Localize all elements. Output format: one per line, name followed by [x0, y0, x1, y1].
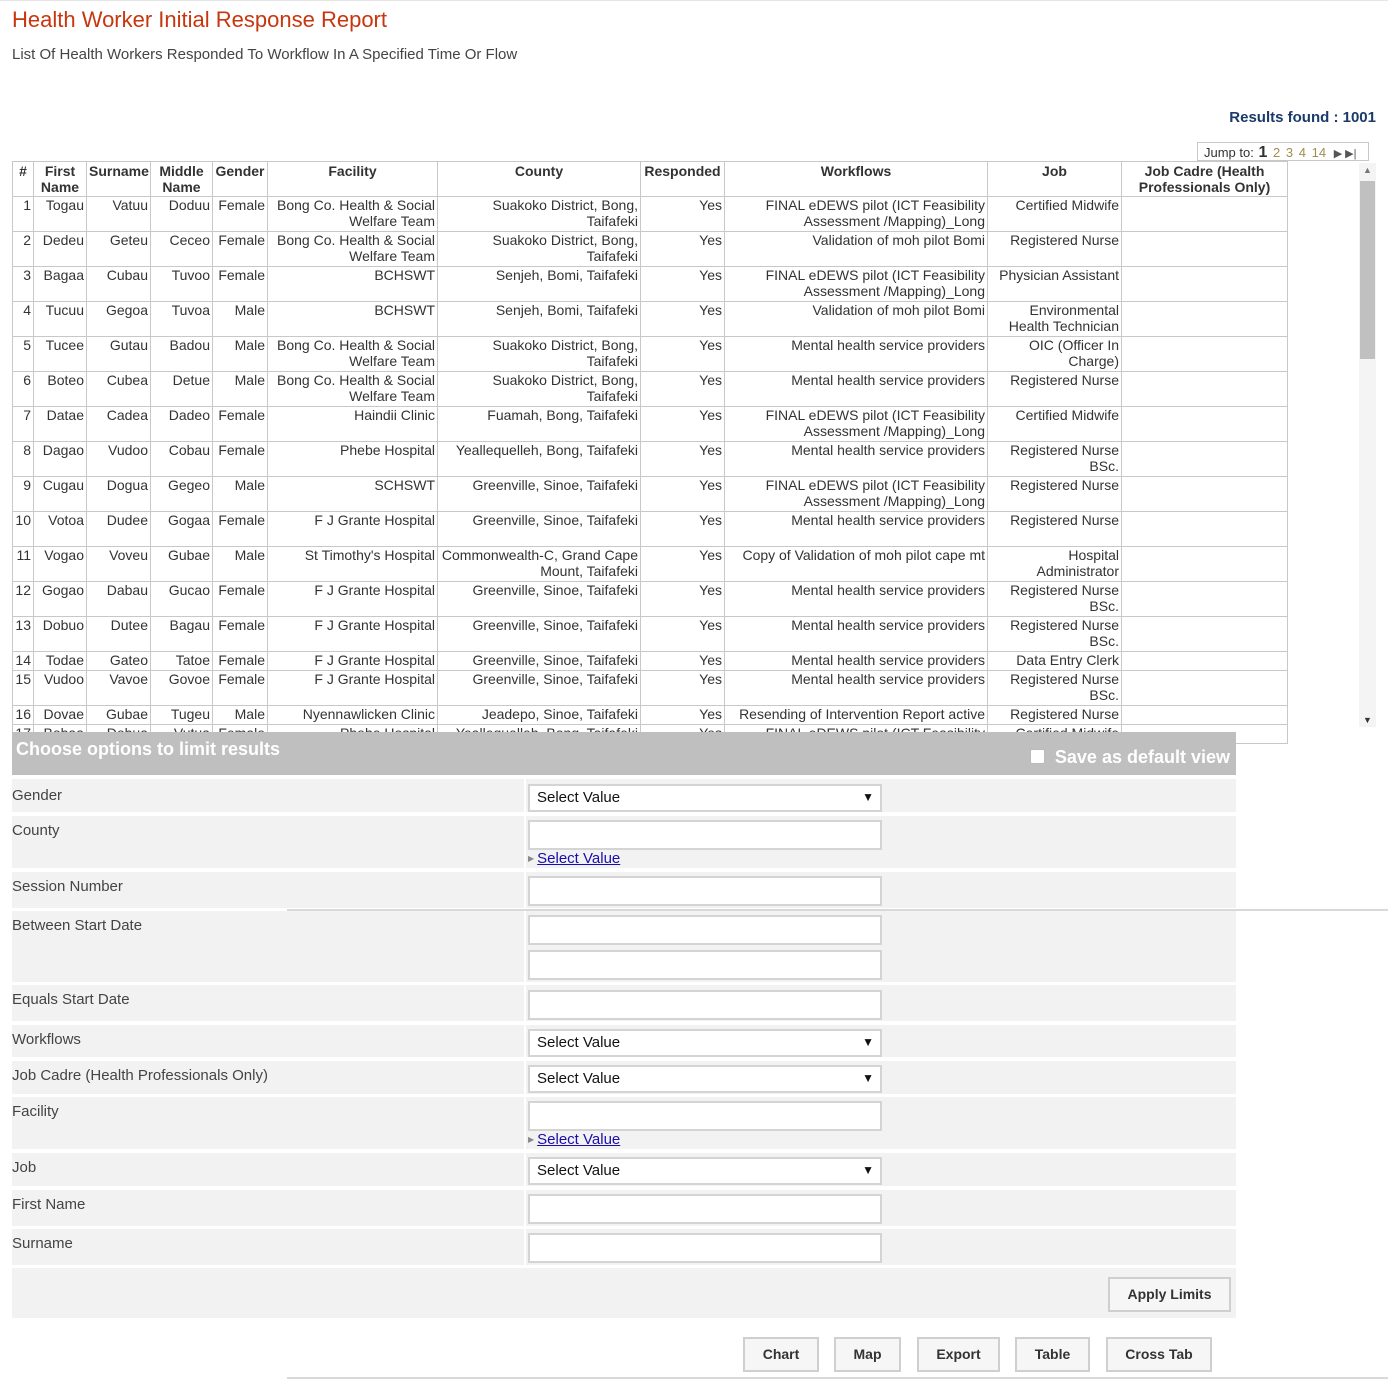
table-cell: F J Grante Hospital	[268, 617, 438, 652]
table-row	[13, 337, 1288, 372]
table-cell: Cadea	[87, 407, 151, 442]
results-table	[12, 161, 1288, 744]
dropdown-arrow-icon: ▼	[862, 1035, 874, 1049]
table-row	[13, 372, 1288, 407]
table-cell: Datae	[34, 407, 87, 442]
table-cell: Mental health service providers	[725, 442, 988, 477]
table-cell: Copy of Validation of moh pilot cape mt	[725, 547, 988, 582]
column-header[interactable]: Responded	[641, 162, 725, 197]
pager-current-page: 1	[1258, 144, 1268, 161]
table-cell: Dogua	[87, 477, 151, 512]
table-cell: 8	[13, 442, 34, 477]
table-cell: Gateo	[87, 652, 151, 671]
table-cell: Greenville, Sinoe, Taifafeki	[438, 671, 641, 706]
table-cell: FINAL eDEWS pilot (ICT Feasibility Assessment /Mapping)_Long	[725, 407, 988, 442]
table-cell: 5	[13, 337, 34, 372]
column-divider	[524, 1025, 526, 1057]
table-cell: Female	[213, 267, 268, 302]
table-cell: Male	[213, 337, 268, 372]
table-cell: Yes	[641, 582, 725, 617]
table-cell: Bagau	[151, 617, 213, 652]
job-cadre-label: Job Cadre (Health Professionals Only)	[12, 1067, 268, 1084]
table-cell: Greenville, Sinoe, Taifafeki	[438, 617, 641, 652]
table-cell: Yes	[641, 442, 725, 477]
table-cell	[1122, 617, 1288, 652]
column-divider	[524, 1061, 526, 1094]
next-page-icon[interactable]: ▶	[1333, 148, 1343, 160]
scroll-down-icon[interactable]: ▼	[1363, 715, 1372, 725]
table-cell: Dedeu	[34, 232, 87, 267]
pager-label: Jump to:	[1204, 145, 1254, 160]
table-cell	[1122, 442, 1288, 477]
table-cell: FINAL eDEWS pilot (ICT Feasibility Assessment /Mapping)_Long	[725, 197, 988, 232]
table-cell: 13	[13, 617, 34, 652]
table-cell: Dabau	[87, 582, 151, 617]
pager	[1197, 142, 1369, 161]
table-cell: Jeadepo, Sinoe, Taifafeki	[438, 706, 641, 725]
export-button[interactable]: Export	[917, 1337, 1000, 1372]
table-cell: Registered Nurse BSc.	[988, 617, 1122, 652]
column-divider	[524, 816, 526, 868]
table-cell: FINAL eDEWS pilot (ICT Feasibility Assessment /Mapping)_Long	[725, 267, 988, 302]
table-cell: Geteu	[87, 232, 151, 267]
table-cell: 1	[13, 197, 34, 232]
scrollbar-thumb[interactable]	[1360, 181, 1375, 359]
table-cell: Mental health service providers	[725, 582, 988, 617]
filter-row-gender	[12, 779, 1236, 812]
table-cell: Gogaa	[151, 512, 213, 547]
chart-button[interactable]: Chart	[743, 1337, 819, 1372]
table-cell: Haindii Clinic	[268, 407, 438, 442]
job-select[interactable]	[528, 1157, 882, 1185]
gender-select-value: Select Value	[537, 789, 621, 806]
table-cell: Commonwealth-C, Grand Cape Mount, Taifafeki	[438, 547, 641, 582]
table-cell: Voveu	[87, 547, 151, 582]
table-cell: Registered Nurse	[988, 512, 1122, 547]
table-cell: Gubae	[87, 706, 151, 725]
table-cell: Yes	[641, 706, 725, 725]
equals-start-date-input[interactable]	[528, 990, 882, 1020]
save-default-checkbox[interactable]	[1030, 749, 1045, 764]
table-cell: Registered Nurse BSc.	[988, 671, 1122, 706]
facility-label: Facility	[12, 1103, 59, 1120]
table-row	[13, 706, 1288, 725]
pager-page-link[interactable]: 3	[1285, 145, 1294, 160]
table-row	[13, 652, 1288, 671]
save-default-label: Save as default view	[1054, 747, 1230, 767]
table-cell: Vatuu	[87, 197, 151, 232]
table-cell: Mental health service providers	[725, 372, 988, 407]
table-cell: Female	[213, 197, 268, 232]
table-scrollbar[interactable]	[1359, 163, 1376, 727]
table-cell: Doduu	[151, 197, 213, 232]
table-cell: Togau	[34, 197, 87, 232]
table-cell: Yes	[641, 477, 725, 512]
table-row	[13, 477, 1288, 512]
table-button[interactable]: Table	[1015, 1337, 1090, 1372]
table-row	[13, 302, 1288, 337]
table-cell: Tucee	[34, 337, 87, 372]
page-title: Health Worker Initial Response Report	[12, 7, 387, 32]
table-row	[13, 407, 1288, 442]
table-cell: Yes	[641, 232, 725, 267]
table-cell: Mental health service providers	[725, 617, 988, 652]
table-header-row	[13, 162, 1288, 197]
facility-select-link[interactable]	[528, 1131, 620, 1148]
equals-start-date-label: Equals Start Date	[12, 991, 130, 1008]
table-cell: SCHSWT	[268, 477, 438, 512]
table-cell: Yes	[641, 512, 725, 547]
dropdown-arrow-icon: ▼	[862, 1071, 874, 1085]
table-cell: Fuamah, Bong, Taifafeki	[438, 407, 641, 442]
table-cell: Greenville, Sinoe, Taifafeki	[438, 582, 641, 617]
column-header[interactable]: Job Cadre (Health Professionals Only)	[1122, 162, 1288, 197]
table-row	[13, 617, 1288, 652]
results-count	[1229, 109, 1376, 126]
table-cell: Suakoko District, Bong, Taifafeki	[438, 232, 641, 267]
column-header[interactable]: County	[438, 162, 641, 197]
table-cell: Cubea	[87, 372, 151, 407]
surname-input[interactable]	[528, 1233, 882, 1263]
table-cell: Yes	[641, 617, 725, 652]
expand-triangle-icon: ▶	[528, 1135, 535, 1144]
divider-line	[287, 909, 1388, 911]
table-cell: Bagaa	[34, 267, 87, 302]
first-name-label: First Name	[12, 1196, 86, 1213]
filter-row-job-cadre	[12, 1061, 1236, 1094]
limit-options-panel	[12, 732, 1236, 1302]
table-cell: OIC (Officer In Charge)	[988, 337, 1122, 372]
table-cell: Gegoa	[87, 302, 151, 337]
column-header[interactable]: Workflows	[725, 162, 988, 197]
between-start-date-label: Between Start Date	[12, 917, 143, 934]
table-cell: Cugau	[34, 477, 87, 512]
table-cell: Boteo	[34, 372, 87, 407]
table-cell: Govoe	[151, 671, 213, 706]
table-cell: Male	[213, 706, 268, 725]
column-divider	[524, 1229, 526, 1265]
table-cell: 10	[13, 512, 34, 547]
county-select-link-text[interactable]: Select Value	[537, 850, 621, 867]
table-cell: Cubau	[87, 267, 151, 302]
table-cell: 3	[13, 267, 34, 302]
table-cell: F J Grante Hospital	[268, 671, 438, 706]
table-cell: St Timothy's Hospital	[268, 547, 438, 582]
table-cell: Greenville, Sinoe, Taifafeki	[438, 512, 641, 547]
apply-limits-button[interactable]: Apply Limits	[1108, 1277, 1231, 1312]
table-cell: Data Entry Clerk	[988, 652, 1122, 671]
table-cell: Tatoe	[151, 652, 213, 671]
table-cell: Vogao	[34, 547, 87, 582]
table-cell: Physician Assistant	[988, 267, 1122, 302]
table-cell: Tuvoa	[151, 302, 213, 337]
cross-tab-button[interactable]: Cross Tab	[1106, 1337, 1212, 1372]
county-select-link[interactable]	[528, 850, 620, 867]
start-date-to-input[interactable]	[528, 950, 882, 980]
table-cell: Female	[213, 232, 268, 267]
table-cell: Registered Nurse	[988, 477, 1122, 512]
table-cell: Gubae	[151, 547, 213, 582]
table-cell: Mental health service providers	[725, 671, 988, 706]
last-page-icon[interactable]: ▶|	[1345, 148, 1357, 160]
table-cell	[1122, 652, 1288, 671]
table-cell: Validation of moh pilot Bomi	[725, 232, 988, 267]
results-table-container	[12, 161, 1376, 727]
job-cadre-select[interactable]	[528, 1065, 882, 1093]
county-label: County	[12, 822, 60, 839]
table-cell: 12	[13, 582, 34, 617]
table-cell: Gegeo	[151, 477, 213, 512]
column-header[interactable]: First Name	[34, 162, 87, 197]
table-cell: 4	[13, 302, 34, 337]
table-cell: Male	[213, 302, 268, 337]
table-cell: Votoa	[34, 512, 87, 547]
table-cell: Certified Midwife	[988, 407, 1122, 442]
table-cell: Hospital Administrator	[988, 547, 1122, 582]
table-cell: 7	[13, 407, 34, 442]
table-cell: Vudoo	[34, 671, 87, 706]
table-cell: Greenville, Sinoe, Taifafeki	[438, 477, 641, 512]
table-cell: Bong Co. Health & Social Welfare Team	[268, 197, 438, 232]
results-value: 1001	[1342, 109, 1376, 126]
table-cell	[1122, 267, 1288, 302]
table-cell: Senjeh, Bomi, Taifafeki	[438, 302, 641, 337]
table-cell: Tuvoo	[151, 267, 213, 302]
table-cell: F J Grante Hospital	[268, 512, 438, 547]
table-cell: FINAL eDEWS pilot (ICT Feasibility Assessment /Mapping)_Long	[725, 477, 988, 512]
column-header[interactable]: Gender	[213, 162, 268, 197]
column-divider	[524, 779, 526, 812]
table-cell: F J Grante Hospital	[268, 652, 438, 671]
column-divider	[524, 1153, 526, 1186]
table-cell: Male	[213, 547, 268, 582]
table-cell: F J Grante Hospital	[268, 582, 438, 617]
column-divider	[524, 911, 526, 982]
table-cell: Gogao	[34, 582, 87, 617]
divider-line	[287, 1377, 1388, 1379]
table-cell: Male	[213, 477, 268, 512]
table-cell: Gutau	[87, 337, 151, 372]
filter-row-job	[12, 1153, 1236, 1186]
scroll-up-icon[interactable]: ▲	[1363, 165, 1372, 175]
table-cell	[1122, 197, 1288, 232]
table-cell: Registered Nurse	[988, 706, 1122, 725]
column-header[interactable]: Middle Name	[151, 162, 213, 197]
table-cell	[1122, 407, 1288, 442]
table-cell: Yeallequelleh, Bong, Taifafeki	[438, 442, 641, 477]
table-cell: Detue	[151, 372, 213, 407]
table-cell: Dudee	[87, 512, 151, 547]
table-cell: Yes	[641, 407, 725, 442]
table-cell: Yes	[641, 671, 725, 706]
table-row	[13, 232, 1288, 267]
table-cell: Dovae	[34, 706, 87, 725]
table-cell: Resending of Intervention Report active	[725, 706, 988, 725]
table-cell: Female	[213, 582, 268, 617]
job-label: Job	[12, 1159, 37, 1176]
page-subtitle: List Of Health Workers Responded To Workflow In A Specified Time Or Flow	[12, 46, 518, 63]
table-cell: Ceceo	[151, 232, 213, 267]
table-cell: Yes	[641, 197, 725, 232]
table-cell: Female	[213, 407, 268, 442]
table-cell: Senjeh, Bomi, Taifafeki	[438, 267, 641, 302]
table-cell: Cobau	[151, 442, 213, 477]
limit-options-title: Choose options to limit results	[16, 739, 281, 759]
table-cell	[1122, 512, 1288, 547]
table-cell: Yes	[641, 337, 725, 372]
pager-page-link[interactable]: 14	[1311, 145, 1327, 160]
table-cell	[1122, 232, 1288, 267]
table-cell: Suakoko District, Bong, Taifafeki	[438, 372, 641, 407]
table-cell	[1122, 337, 1288, 372]
table-row	[13, 442, 1288, 477]
table-cell: Female	[213, 671, 268, 706]
table-cell: Registered Nurse	[988, 232, 1122, 267]
workflows-select-value: Select Value	[537, 1034, 621, 1051]
table-cell	[1122, 706, 1288, 725]
table-cell: Mental health service providers	[725, 652, 988, 671]
filter-row-county	[12, 816, 1236, 868]
table-cell: Vudoo	[87, 442, 151, 477]
table-cell: Yes	[641, 547, 725, 582]
table-row	[13, 547, 1288, 582]
apply-limits-row	[12, 1268, 1236, 1318]
column-header[interactable]: Surname	[87, 162, 151, 197]
results-label: Results found :	[1229, 109, 1339, 126]
table-cell: 11	[13, 547, 34, 582]
table-cell: Bong Co. Health & Social Welfare Team	[268, 232, 438, 267]
table-cell: Female	[213, 512, 268, 547]
table-cell: Todae	[34, 652, 87, 671]
facility-select-link-text[interactable]: Select Value	[537, 1131, 621, 1148]
column-header[interactable]: Job	[988, 162, 1122, 197]
map-button[interactable]: Map	[834, 1337, 901, 1372]
table-cell: Dagao	[34, 442, 87, 477]
filter-row-session-number	[12, 872, 1236, 908]
table-cell: Gucao	[151, 582, 213, 617]
column-divider	[524, 1097, 526, 1149]
table-cell: Yes	[641, 652, 725, 671]
table-cell: Female	[213, 617, 268, 652]
column-divider	[524, 872, 526, 908]
table-cell: Mental health service providers	[725, 512, 988, 547]
dropdown-arrow-icon: ▼	[862, 790, 874, 804]
session-number-input[interactable]	[528, 876, 882, 906]
column-divider	[524, 1190, 526, 1226]
start-date-from-input[interactable]	[528, 915, 882, 945]
table-cell	[1122, 582, 1288, 617]
gender-select[interactable]	[528, 784, 882, 812]
table-cell: Vavoe	[87, 671, 151, 706]
table-cell: Bong Co. Health & Social Welfare Team	[268, 372, 438, 407]
table-cell: Male	[213, 372, 268, 407]
table-cell: Badou	[151, 337, 213, 372]
filter-row-workflows	[12, 1025, 1236, 1057]
table-cell: Dobuo	[34, 617, 87, 652]
filter-row-facility	[12, 1097, 1236, 1149]
table-cell: Tugeu	[151, 706, 213, 725]
dropdown-arrow-icon: ▼	[862, 1163, 874, 1177]
workflows-label: Workflows	[12, 1031, 81, 1048]
table-cell: Yes	[641, 302, 725, 337]
table-cell: 2	[13, 232, 34, 267]
session-number-label: Session Number	[12, 878, 123, 895]
table-cell: Validation of moh pilot Bomi	[725, 302, 988, 337]
job-cadre-select-value: Select Value	[537, 1070, 621, 1087]
table-cell: Bong Co. Health & Social Welfare Team	[268, 337, 438, 372]
pager-page-link[interactable]: 4	[1298, 145, 1306, 160]
table-row	[13, 671, 1288, 706]
expand-triangle-icon: ▶	[528, 854, 535, 863]
table-cell: Yes	[641, 267, 725, 302]
table-cell: 14	[13, 652, 34, 671]
table-cell: Certified Midwife	[988, 197, 1122, 232]
table-cell: 15	[13, 671, 34, 706]
table-cell	[1122, 671, 1288, 706]
top-border	[0, 0, 1388, 1]
table-cell: Suakoko District, Bong, Taifafeki	[438, 337, 641, 372]
gender-label: Gender	[12, 787, 63, 804]
column-divider	[524, 985, 526, 1021]
table-row	[13, 197, 1288, 232]
table-cell: Yes	[641, 372, 725, 407]
filter-row-equals-start-date	[12, 985, 1236, 1021]
table-cell: Female	[213, 652, 268, 671]
table-cell: Tucuu	[34, 302, 87, 337]
first-name-input[interactable]	[528, 1194, 882, 1224]
table-cell: Suakoko District, Bong, Taifafeki	[438, 197, 641, 232]
table-row	[13, 582, 1288, 617]
table-cell: BCHSWT	[268, 302, 438, 337]
column-header[interactable]: Facility	[268, 162, 438, 197]
table-cell: Registered Nurse BSc.	[988, 442, 1122, 477]
table-cell: 16	[13, 706, 34, 725]
table-cell: Dutee	[87, 617, 151, 652]
filter-row-between-start-date	[12, 911, 1236, 982]
table-cell: Registered Nurse BSc.	[988, 582, 1122, 617]
column-header[interactable]: #	[13, 162, 34, 197]
table-cell: Female	[213, 442, 268, 477]
surname-label: Surname	[12, 1235, 73, 1252]
save-default-view[interactable]	[1030, 747, 1230, 768]
table-cell: Greenville, Sinoe, Taifafeki	[438, 652, 641, 671]
table-cell: Dadeo	[151, 407, 213, 442]
limit-options-header	[12, 732, 1236, 775]
facility-input[interactable]	[528, 1101, 882, 1131]
workflows-select[interactable]	[528, 1029, 882, 1057]
county-input[interactable]	[528, 820, 882, 850]
table-cell: Environmental Health Technician	[988, 302, 1122, 337]
filter-row-surname	[12, 1229, 1236, 1265]
table-cell	[1122, 477, 1288, 512]
table-row	[13, 512, 1288, 547]
filter-row-first-name	[12, 1190, 1236, 1226]
table-cell	[1122, 302, 1288, 337]
pager-page-link[interactable]: 2	[1273, 145, 1281, 160]
table-cell	[1122, 547, 1288, 582]
table-cell: 9	[13, 477, 34, 512]
table-cell	[1122, 372, 1288, 407]
job-select-value: Select Value	[537, 1162, 621, 1179]
table-cell: 6	[13, 372, 34, 407]
table-cell: BCHSWT	[268, 267, 438, 302]
table-row	[13, 267, 1288, 302]
table-cell: Mental health service providers	[725, 337, 988, 372]
table-cell: Nyennawlicken Clinic	[268, 706, 438, 725]
table-cell: Registered Nurse	[988, 372, 1122, 407]
table-cell: Phebe Hospital	[268, 442, 438, 477]
